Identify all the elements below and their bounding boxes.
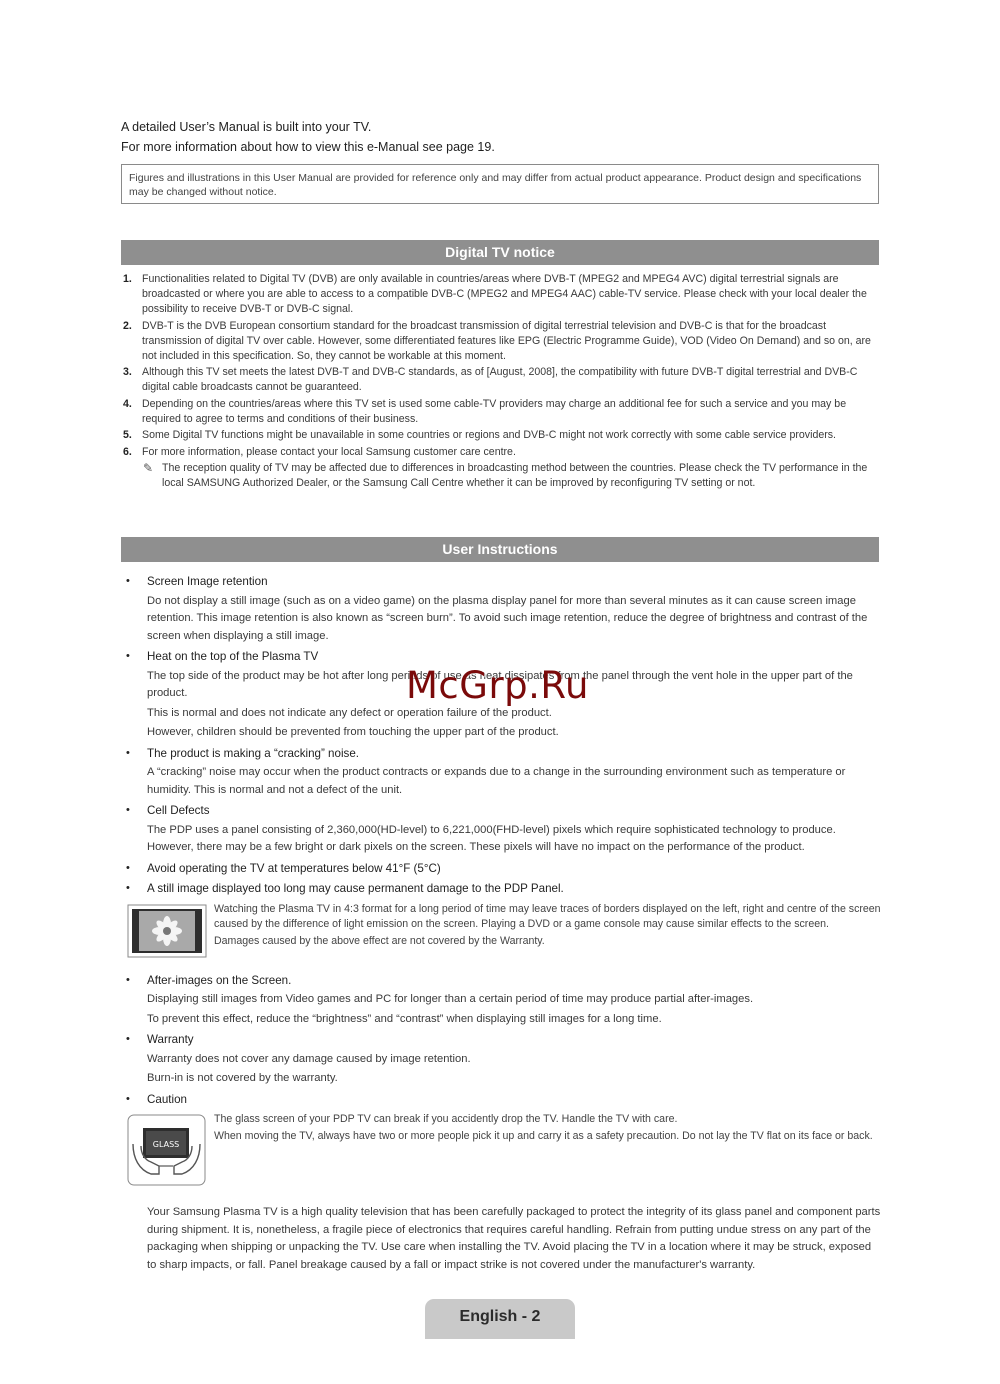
tv-flower-illustration-icon [127, 904, 207, 965]
bullet-heading: • Caution [121, 1091, 881, 1109]
bullet-heading: • The product is making a “cracking” noise. [121, 745, 881, 763]
paragraph: The PDP uses a panel consisting of 2,360,000(HD-level) to 6,221,000(FHD-level) pixels which require sophisticated technology to produce. However, there may be a few bright or dark pixels on the screen. These pixels will have no impact on the performance of the product. [147, 823, 836, 853]
intro [121, 120, 881, 160]
bullet-icon: • [126, 746, 130, 759]
paragraph: Watching the Plasma TV in 4:3 format for a long period of time may leave traces of borders displayed on the left, right and centre of the screen caused by the difference of light emission on the screen. Playing a DVD or a game console may cause similar effects to the screen. [214, 902, 881, 930]
bullet-icon: • [126, 1033, 130, 1045]
paragraph: A “cracking” noise may occur when the product contracts or expands due to a change in the surrounding environment such as temperature or humidity. This is normal and not a defect of the unit. [147, 766, 846, 796]
list-item: 3. Although this TV set meets the latest DVB-T and DVB-C standards, as of [August, 2008], the compatibility with future DVB-T digital terrestrial and DVB-C digital cable broadcasts cannot be guaranteed. [123, 366, 858, 393]
list-item: 6. For more information, please contact your local Samsung customer care centre. [123, 445, 516, 458]
paragraph: Burn-in is not covered by the warranty. [147, 1072, 338, 1084]
pencil-icon: ✎ [143, 461, 154, 475]
bullet-icon: • [126, 882, 130, 894]
paragraph: Your Samsung Plasma TV is a high quality television that has been carefully packaged to protect the integrity of its glass panel and component parts during shipment. It is, nonetheless, a fragile piece of electronics that requires careful handling. Refrain from putting undue stress on any part of the packaging when shipping or unpacking the TV. Use care when installing the TV. Avoid placing the TV in a location where it may be struck, exposed to sharp impacts, or fall. Panel breakage caused by a fall or impact strike is not covered under the manufacturer's warranty. [147, 1206, 881, 1271]
bullet-heading: • Avoid operating the TV at temperatures below 41°F (5°C) [121, 860, 881, 878]
paragraph: Warranty does not cover any damage caused by image retention. [147, 1052, 471, 1065]
paragraph: However, children should be prevented from touching the upper part of the product. [147, 726, 559, 738]
bullet-heading: • Heat on the top of the Plasma TV [121, 648, 881, 666]
bullet-heading: • Screen Image retention [121, 573, 881, 591]
list-item: 5. Some Digital TV functions might be unavailable in some countries or regions and DVB-C might not work correctly with some cable service providers. [123, 429, 836, 441]
bullet-heading: • A still image displayed too long may cause permanent damage to the PDP Panel. [121, 880, 881, 898]
paragraph: This is normal and does not indicate any defect or operation failure of the product. [147, 706, 552, 719]
paragraph: The glass screen of your PDP TV can break if you accidently drop the TV. Handle the TV with care. [214, 1113, 678, 1125]
bullet-icon: • [126, 650, 130, 662]
bullet-icon: • [126, 575, 130, 587]
figure-glass-caution [121, 1112, 881, 1184]
list-item: 2. DVB-T is the DVB European consortium standard for the broadcast transmission of digital terrestrial television and DVB-C is that for the broadcast transmission of digital TV over cable. However, some differentiated features like EPG (Electric Programme Guide), VOD (Video On Demand) and so on, are not included in this specification. So, they cannot be workable at this moment. [123, 319, 871, 362]
paragraph: When moving the TV, always have two or more people pick it up and carry it as a safety precaution. Do not lay the TV flat on its face or back. [214, 1130, 873, 1142]
bullet-icon: • [126, 1092, 130, 1105]
hands-holding-tv-icon [127, 1114, 207, 1193]
list-item: 4. Depending on the countries/areas where this TV set is used some cable-TV providers may charge an additional fee for such a service and you may be required to agree to terms and conditions of their business. [123, 397, 847, 425]
disclaimer-box: Figures and illustrations in this User Manual are provided for reference only and may differ from actual product appearance. Product design and specifications may be changed without notice. [121, 164, 879, 204]
intro-line-2: For more information about how to view this e-Manual see page 19. [121, 140, 495, 154]
svg-text:GLASS: GLASS [152, 1140, 180, 1149]
paragraph: To prevent this effect, reduce the “brightness” and “contrast” when displaying still images for a long time. [147, 1012, 662, 1025]
section-title-user-instructions: User Instructions [121, 537, 879, 562]
bullet-heading: • Warranty [121, 1031, 881, 1049]
bullet-heading: • Cell Defects [121, 802, 881, 820]
paragraph: Damages caused by the above effect are not covered by the Warranty. [214, 934, 545, 947]
note: ✎ The reception quality of TV may be affected due to differences in broadcasting method between the countries. Please check the TV performance in the local SAMSUNG Authorized Dealer, or the Samsung Call Centre whether it can be improved by reconfiguring TV setting or not. [143, 461, 868, 489]
page-number-tab: English - 2 [425, 1299, 575, 1339]
figure-still-image [121, 902, 881, 962]
bullet-icon: • [126, 804, 130, 816]
paragraph: Do not display a still image (such as on a video game) on the plasma display panel for more than several minutes as it can cause screen image retention. This image retention is also known as “screen burn”. To avoid such image retention, reduce the degree of brightness and contrast of the screen when displaying a still image. [147, 594, 868, 642]
digital-tv-notice-list [121, 272, 877, 491]
watermark: McGrp.Ru [406, 664, 589, 707]
section-title-digital-tv-notice: Digital TV notice [121, 240, 879, 265]
bullet-icon: • [126, 861, 130, 874]
list-item: 1. Functionalities related to Digital TV (DVB) are only available in countries/areas where DVB-T (MPEG2 and MPEG4 AVC) digital terrestrial signals are broadcasted or where you are able to access to a compatible DVB-C (MPEG2 and MPEG4 AAC) cable-TV service. Please check with your local dealer the possibility to receive DVB-T or DVB-C signal. [123, 273, 867, 315]
intro-line-1: A detailed User’s Manual is built into your TV. [121, 120, 372, 134]
bullet-icon: • [126, 973, 130, 986]
bullet-heading: • After-images on the Screen. [121, 972, 881, 990]
paragraph: Displaying still images from Video games and PC for longer than a certain period of time may produce partial after-images. [147, 993, 754, 1005]
paragraph: The top side of the product may be hot after long periods of use as heat dissipates from the panel through the vent hole in the upper part of the product. [147, 669, 853, 699]
